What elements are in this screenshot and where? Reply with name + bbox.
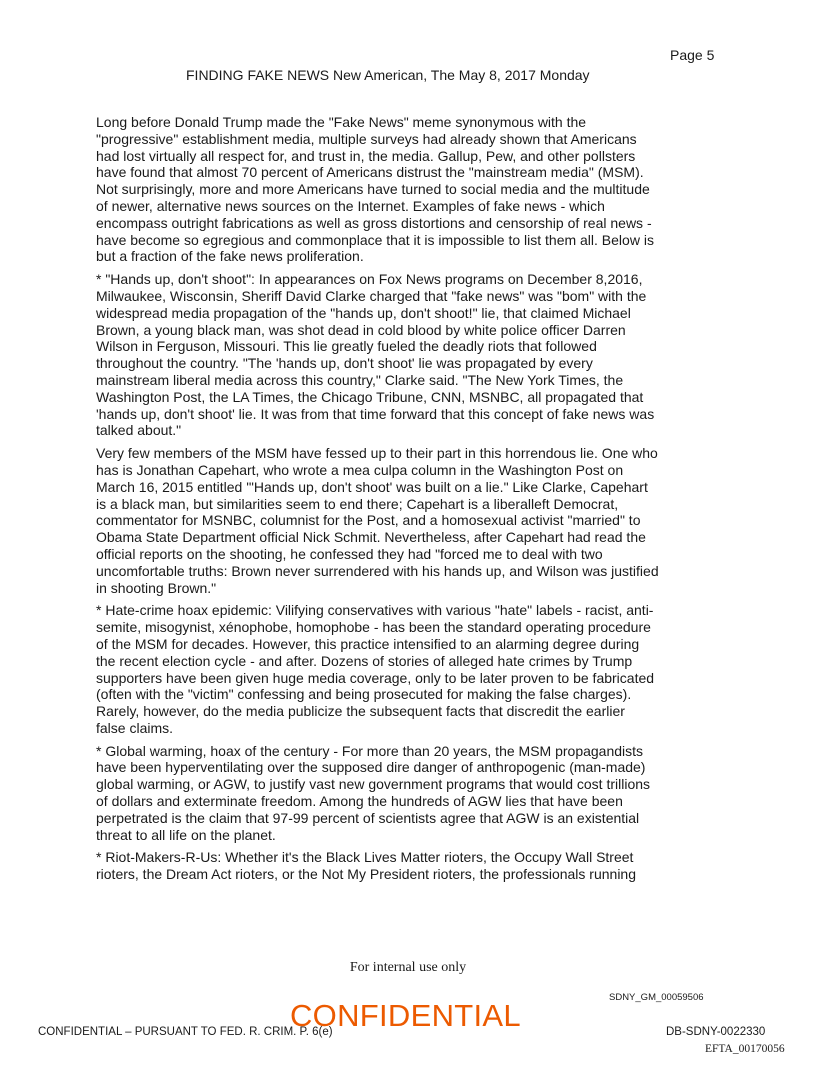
paragraph-hands-up: * "Hands up, don't shoot": In appearances on Fox News programs on December 8,2016, Milwaukee, Wisconsin, Sheriff David Clarke charged that "fake news" was "bom" with the widespread media propagation of the "hands up, don't shoot!" lie, that claimed Michael Brown, a young black man, was shot dead in cold blood by white police officer Darren Wilson in Ferguson, Missouri. This lie greatly fueled the deadly riots that followed throughout the country. "The 'hands up, don't shoot' lie was propagated by every mainstream liberal media across this country," Clarke said. "The New York Times, the Washington Post, the LA Times, the Chicago Tribune, CNN, MSNBC, all propagated that 'hands up, don't shoot' lie. It was from that time forward that this concept of fake news was talked about." <box>96 271 655 439</box>
bates-number-gm: SDNY_GM_00059506 <box>609 992 704 1003</box>
article-body <box>96 114 728 889</box>
confidential-notice: CONFIDENTIAL – PURSUANT TO FED. R. CRIM. P. 6(e) <box>38 1026 333 1038</box>
efta-number: EFTA_00170056 <box>705 1043 785 1055</box>
paragraph-capehart: Very few members of the MSM have fessed up to their part in this horrendous lie. One who has is Jonathan Capehart, who wrote a mea culpa column in the Washington Post on March 16, 2015 entitled '"Hands up, don't shoot' was built on a lie." Like Clarke, Capehart is a black man, but similarities seem to end there; Capehart is a liberalleft Democrat, commentator for MSNBC, columnist for the Post, and a homosexual activist "married" to Obama State Department official Nick Schmit. Nevertheless, after Capehart had read the official reports on the shooting, he confessed they had "forced me to deal with two uncomfortable truths: Brown never surrendered with his hands up, and Wilson was justified in shooting Brown." <box>96 445 659 596</box>
page-number: Page 5 <box>670 47 715 63</box>
document-header: FINDING FAKE NEWS New American, The May 8, 2017 Monday <box>186 67 590 83</box>
paragraph-riot-makers: * Riot-Makers-R-Us: Whether it's the Black Lives Matter rioters, the Occupy Wall Street rioters, the Dream Act rioters, or the Not My President rioters, the professionals running <box>96 849 637 883</box>
paragraph-global-warming: * Global warming, hoax of the century - For more than 20 years, the MSM propagandists have been hyperventilating over the supposed dire danger of anthropogenic (man-made) global warming, or AGW, to justify vast new government programs that would cost trillions of dollars and exterminate freedom. Among the hundreds of AGW lies that have been perpetrated is the claim that 97-99 percent of scientists agree that AGW is an existential threat to all life on the planet. <box>96 742 651 843</box>
confidential-stamp: CONFIDENTIAL <box>290 998 521 1033</box>
internal-use-notice: For internal use only <box>349 960 467 975</box>
bates-number-db: DB-SDNY-0022330 <box>666 1026 766 1038</box>
paragraph-hate-crime: * Hate-crime hoax epidemic: Vilifying conservatives with various "hate" labels - racist, anti- semite, misogynist, xénophobe, homophobe - has been the standard operating procedure of the MSM for decades. However, this practice intensified to an alarming degree during the recent election cycle - and after. Dozens of stories of alleged hate crimes by Trump supporters have been given huge media coverage, only to be later proven to be fabricated (often with the "victim" confessing and being prosecuted for making the false charges). Rarely, however, do the media publicize the subsequent facts that discredit the earlier false claims. <box>96 602 655 736</box>
paragraph-intro: Long before Donald Trump made the "Fake News" meme synonymous with the "progressive" establishment media, multiple surveys had already shown that Americans had lost virtually all respect for, and trust in, the media. Gallup, Pew, and other pollsters have found that almost 70 percent of Americans distrust the "mainstream media" (MSM). Not surprisingly, more and more Americans have turned to social media and the multitude of newer, alternative news sources on the Internet. Examples of fake news - which encompass outright fabrications as well as gross distortions and censorship of real news - have become so egregious and commonplace that it is impossible to list them all. Below is but a fraction of the fake news proliferation. <box>96 114 654 265</box>
